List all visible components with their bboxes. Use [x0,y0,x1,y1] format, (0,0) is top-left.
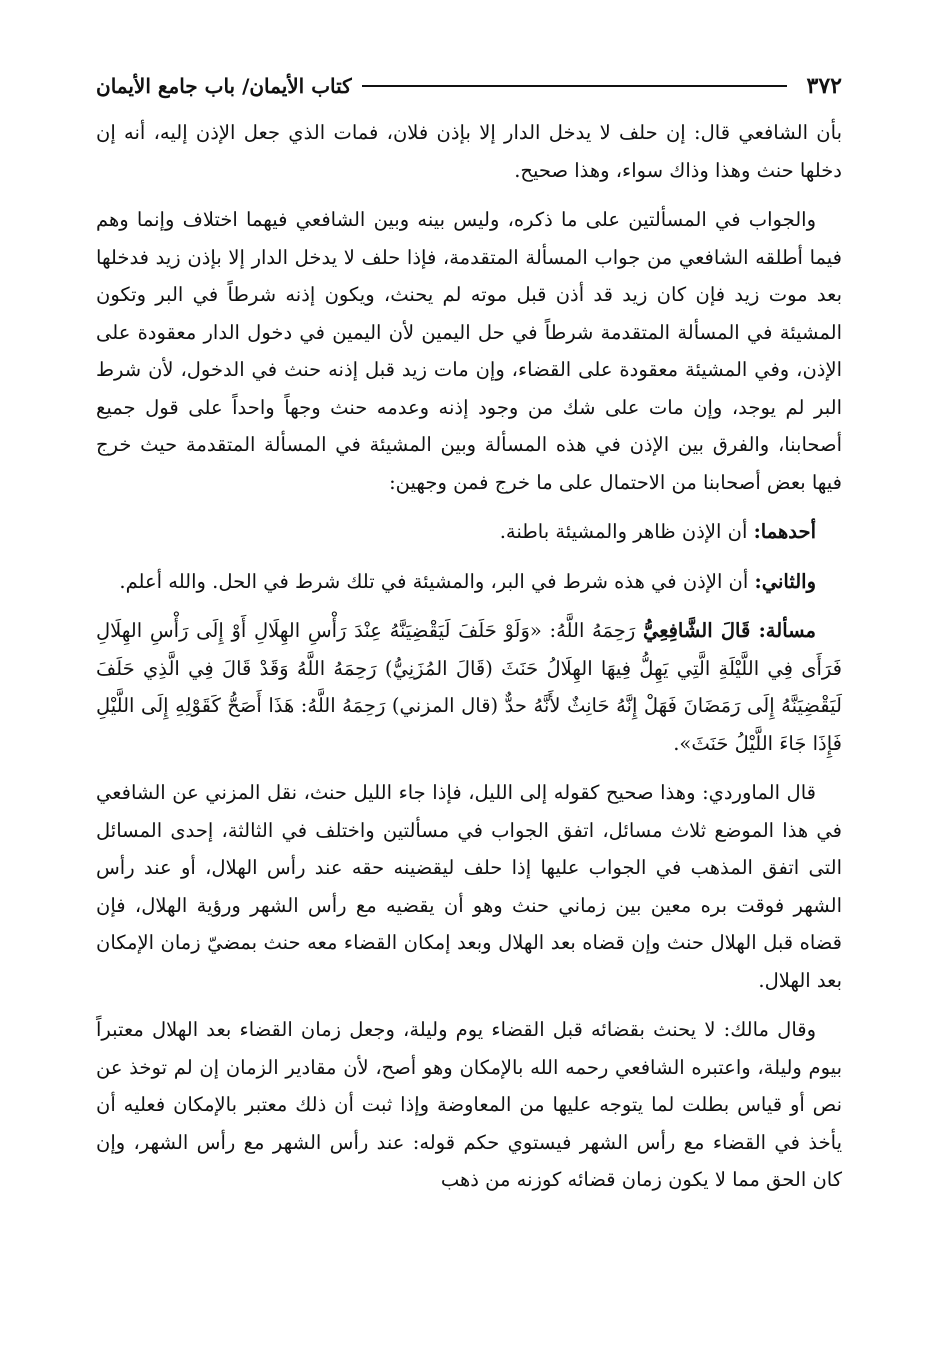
paragraph-lead: أحدهما: [753,520,816,543]
paragraph-text: رَحِمَهُ اللَّهُ: «وَلَوْ حَلَفَ لَيَقْضِيَنَّهُ عِنْدَ رَأْسِ الهِلَالِ أَوْ إِلَى رَأْسِ الهِلَالِ فَرَأَى فِي اللَّيْلَةِ الَّتِي يَهِلُّ فِيهَا الهِلَالُ حَنَثَ (قَالَ المُزَنِيُّ) رَحِمَهُ اللَّهُ وَقَدْ قَالَ فِي الَّذِي حَلَفَ لَيَقْضِيَنَّهُ إِلَى رَمَضَانَ فَهَلْ إِنَّهُ حَانِثٌ لأَنَّهُ حدٌّ (قال المزني) رَحِمَهُ اللَّهُ: هَذَا أَصَحُّ كَقَوْلِهِ إِلَى اللَّيْلِ فَإِذَا جَاءَ اللَّيْلُ حَنَثَ». [96,619,842,755]
paragraph-text: والجواب في المسألتين على ما ذكره، وليس بينه وبين الشافعي فيهما اختلاف وإنما وهم فيما أطلقه الشافعي من جواب المسألة المتقدمة، فإذا حلف لا يدخل الدار إلا بإذن زيد فدخلها بعد موت زيد فإن كان زيد قد أذن قبل موته لم يحنث، ويكون إذنه شرطاً في البر وتكون المشيئة في المسألة المتقدمة شرطاً في حل اليمين لأن اليمين في دخول الدار معقودة على الإذن، وفي المشيئة معقودة على القضاء، وإن مات زيد قبل إذنه حنث في الدخول، لأن شرط البر لم يوجد، وإن مات على شك من وجود إذنه وعدمه حنث وجهاً واحداً على قول جميع أصحابنا، والفرق بين الإذن في هذه المسألة وبين المشيئة في المسألة المتقدمة حيث خرج فيها بعض أصحابنا من الاحتمال على ما خرج فمن وجهين: [96,208,842,494]
paragraph [96,201,842,501]
paragraph [96,1011,842,1199]
paragraph-text: أن الإذن في هذه شرط في البر، والمشيئة في تلك شرط في الحل. والله أعلم. [119,569,749,593]
paragraph [96,513,842,551]
paragraph [96,114,842,189]
header-rule [362,85,787,87]
paragraph [96,774,842,999]
paragraph-text: بأن الشافعي قال: إن حلف لا يدخل الدار إلا بإذن فلان، فمات الذي جعل الإذن إليه، أنه إن دخلها حنث وهذا وذاك سواء، وهذا صحيح. [96,121,842,182]
paragraph-text: قال الماوردي: وهذا صحيح كقوله إلى الليل، فإذا جاء الليل حنث، نقل المزني عن الشافعي في هذا الموضع ثلاث مسائل، اتفق الجواب في مسألتين واختلف في الثالثة، إحدى المسائل التى اتفق المذهب في الجواب عليها إذا حلف ليقضينه حقه عند رأس الهلال، أو عند رأس الشهر فوقت بره معين بين زماني حنث وهو أن يقضيه مع رأس الشهر ورؤية الهلال، فإن قضاه قبل الهلال حنث وإن قضاه بعد الهلال وبعد إمكان القضاء معه حنث بمضيّ زمان الإمكان بعد الهلال. [96,781,842,992]
page-body [96,114,842,1199]
paragraph-text: وقال مالك: لا يحنث بقضائه قبل القضاء يوم وليلة، وجعل زمان القضاء بعد الهلال معتبراً بيوم وليلة، واعتبره الشافعي رحمه الله بالإمكان وهو أصح، لأن مقادير الزمان إن لم توخذ عن نص أو قياس بطلت لما يتوجه عليها من المعاوضة وإذا ثبت أن ذلك معتبر بالإمكان فعليه أن يأخذ في القضاء مع رأس الشهر فيستوي حكم قوله: عند رأس الشهر مع رأس الشهر، وإن كان الحق مما لا يكون زمان قضائه كوزنه من ذهب [96,1018,842,1191]
paragraph [96,612,842,762]
paragraph [96,563,842,601]
page-header [96,66,842,106]
paragraph-lead: والثاني: [754,569,816,593]
running-title: كتاب الأيمان/ باب جامع الأيمان [96,74,352,98]
paragraph-text: أن الإذن ظاهر والمشيئة باطنة. [499,520,748,543]
paragraph-lead: مسألة: قَالَ الشَّافِعِيُّ [642,619,816,642]
book-page [96,66,842,1211]
page-number: ٣٧٢ [806,73,842,99]
